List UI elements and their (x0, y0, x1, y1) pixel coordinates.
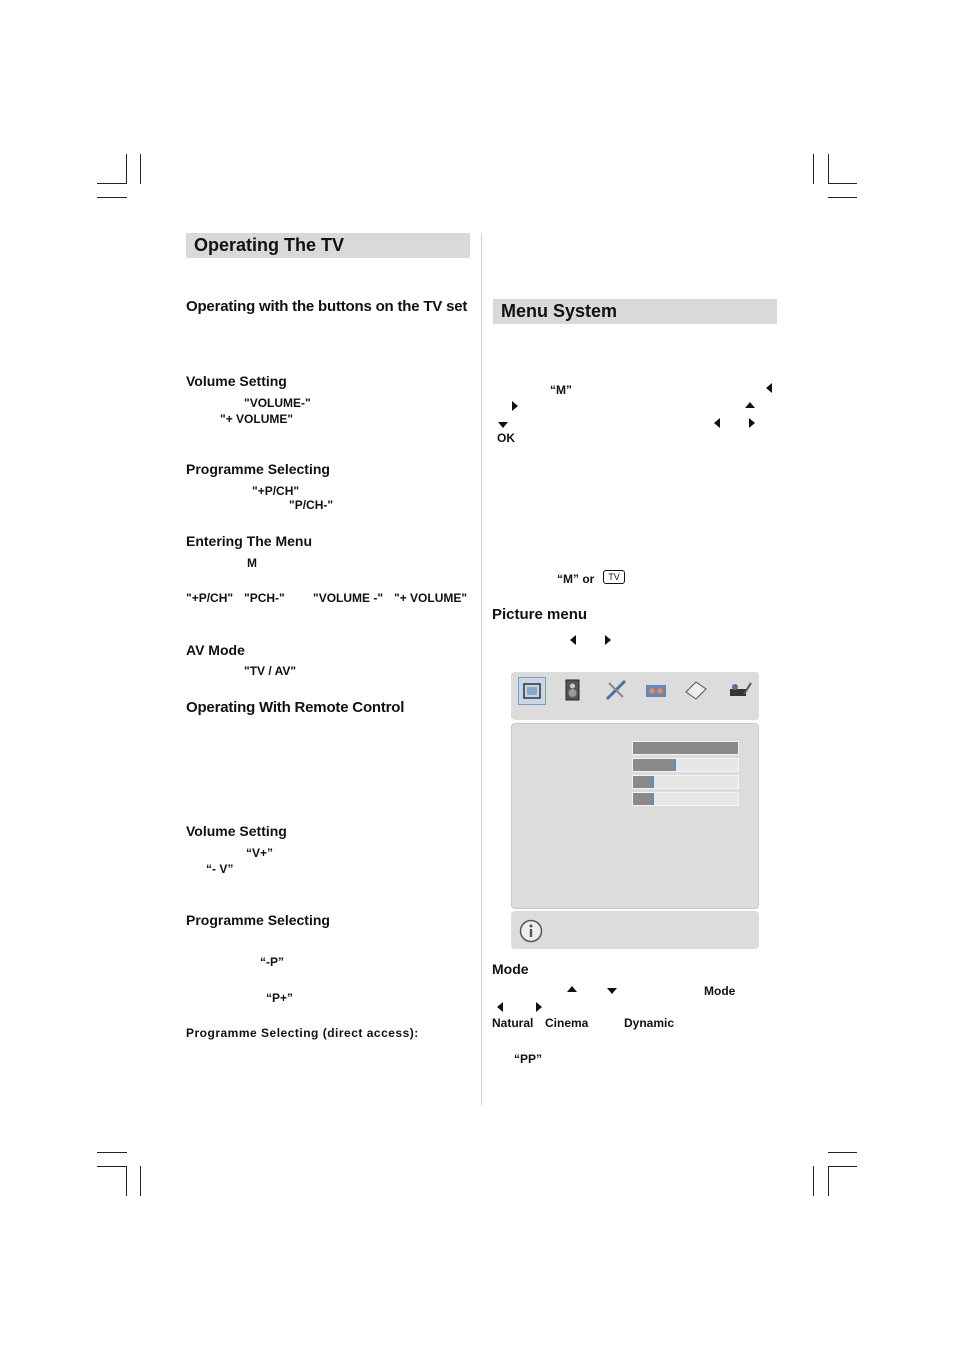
menu-key-prog-minus: "PCH-" (244, 591, 285, 605)
m-or-tv-text: “M” or (557, 572, 595, 586)
bar-fill (633, 742, 738, 754)
left-arrow-icon (497, 1002, 503, 1012)
mode-word: Mode (704, 984, 736, 998)
tv-button-label: TV (608, 572, 620, 582)
menu-key: M (247, 556, 257, 570)
left-arrow-icon (714, 418, 720, 428)
osd-level-bar[interactable] (632, 741, 739, 755)
volume-setting-heading: Volume Setting (186, 373, 287, 389)
menu-key-prog-plus: "+P/CH" (186, 591, 234, 605)
page-title: Operating The TV (194, 235, 345, 255)
mode-option-natural: Natural (492, 1016, 534, 1030)
feature-tab-icon[interactable] (603, 677, 629, 703)
osd-level-bar[interactable] (632, 775, 739, 789)
osd-level-bar[interactable] (632, 758, 739, 772)
up-arrow-icon (567, 986, 577, 992)
source-tab-icon[interactable] (683, 677, 709, 703)
sound-tab-icon[interactable] (560, 677, 586, 703)
volume-plus-key: "+ VOLUME" (220, 412, 294, 426)
left-arrow-icon (570, 635, 576, 645)
programme-selecting-heading: Programme Selecting (186, 461, 330, 477)
p-minus-key: “-P” (260, 955, 284, 969)
bar-marker (674, 759, 676, 771)
bar-fill (633, 776, 653, 788)
bar-marker (652, 776, 654, 788)
prog-plus-key: "+P/CH" (252, 484, 300, 498)
pp-key: “PP” (514, 1052, 543, 1066)
osd-level-bar[interactable] (632, 792, 739, 806)
mode-option-cinema: Cinema (545, 1016, 589, 1030)
menu-system-title-bar (493, 299, 777, 324)
picture-tab-icon[interactable] (518, 677, 546, 705)
down-arrow-icon (498, 422, 508, 428)
volume-setting-remote-heading: Volume Setting (186, 823, 287, 839)
entering-menu-heading: Entering The Menu (186, 533, 312, 549)
mode-option-dynamic: Dynamic (624, 1016, 675, 1030)
right-arrow-icon (536, 1002, 542, 1012)
direct-access-heading: Programme Selecting (direct access): (186, 1026, 419, 1040)
install-tab-icon[interactable] (643, 677, 669, 703)
right-arrow-icon (749, 418, 755, 428)
right-arrow-icon (605, 635, 611, 645)
info-icon (519, 919, 543, 943)
bar-fill (633, 793, 653, 805)
ok-key: OK (497, 431, 515, 445)
up-arrow-icon (745, 402, 755, 408)
av-mode-heading: AV Mode (186, 642, 245, 658)
p-plus-key: “P+” (266, 991, 294, 1005)
v-minus-key: “- V” (206, 862, 234, 876)
column-divider (481, 233, 482, 1105)
right-arrow-icon (512, 401, 518, 411)
menu-key-volume-minus: "VOLUME -" (313, 591, 384, 605)
menu-system-title: Menu System (501, 301, 618, 321)
tv-button-icon (603, 570, 625, 584)
subtitle-remote-control: Operating With Remote Control (186, 699, 405, 716)
left-arrow-icon (766, 383, 772, 393)
picture-menu-heading: Picture menu (492, 606, 588, 623)
bar-marker (652, 793, 654, 805)
v-plus-key: “V+” (246, 846, 274, 860)
osd-tab-bar (511, 672, 759, 720)
prog-minus-key: "P/CH-" (289, 498, 334, 512)
programme-selecting-remote-heading: Programme Selecting (186, 912, 330, 928)
volume-minus-key: "VOLUME-" (244, 396, 311, 410)
menu-key-volume-plus: "+ VOLUME" (394, 591, 468, 605)
m-key: “M” (550, 383, 572, 397)
tv-av-key: "TV / AV" (244, 664, 297, 678)
operating-tv-title-bar (186, 233, 470, 258)
subtitle-tv-buttons: Operating with the buttons on the TV set (186, 298, 468, 315)
down-arrow-icon (607, 988, 617, 994)
osd-info-bar (511, 911, 759, 949)
bar-fill (633, 759, 675, 771)
settings-tab-icon[interactable] (727, 677, 753, 703)
mode-heading: Mode (492, 961, 529, 977)
